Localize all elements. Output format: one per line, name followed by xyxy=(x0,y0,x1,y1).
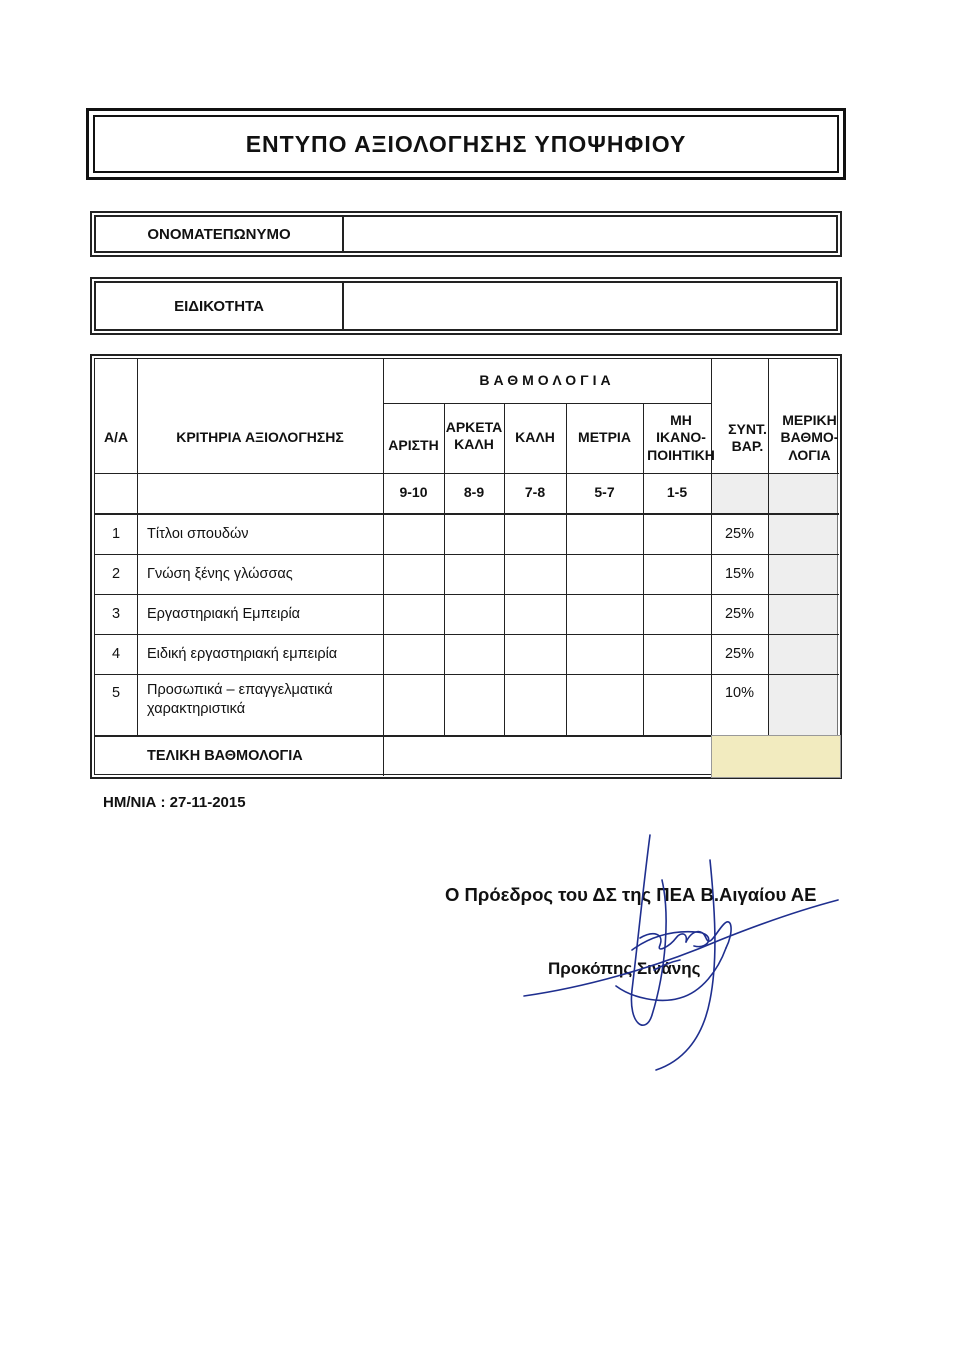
row-number: 4 xyxy=(111,646,121,662)
row-number: 2 xyxy=(111,566,121,582)
evaluation-table xyxy=(94,358,838,775)
row-number: 1 xyxy=(111,525,121,542)
criterion-label: Τίτλοι σπουδών xyxy=(147,525,249,542)
grade-range: 7-8 xyxy=(524,484,546,501)
date-label: ΗΜ/ΝΙΑ : 27-11-2015 xyxy=(103,794,246,811)
grade-insufficient-header: ΜΗ ΙΚΑΝΟ-ΠΟΙΗΤΙΚΗ xyxy=(647,411,715,463)
grade-excellent-header: ΑΡΙΣΤΗ xyxy=(388,437,439,454)
grade-fair-header: ΜΕΤΡΙΑ xyxy=(578,429,631,446)
grade-good-header: ΚΑΛΗ xyxy=(515,429,555,446)
grade-range: 8-9 xyxy=(463,484,485,501)
criterion-label: Προσωπικά – επαγγελματικά χαρακτηριστικά xyxy=(147,682,333,717)
final-grade-value[interactable] xyxy=(711,735,841,778)
criterion-label: Ειδική εργαστηριακή εμπειρία xyxy=(147,646,338,662)
col-partial-header: ΜΕΡΙΚΗ ΒΑΘΜΟ-ΛΟΓΙΑ xyxy=(780,411,839,463)
signer-name: Προκόπης Σινάνης xyxy=(548,959,701,978)
weight-value: 10% xyxy=(724,685,755,701)
row-number: 3 xyxy=(111,606,121,622)
form-title: ΕΝΤΥΠΟ ΑΞΙΟΛΟΓΗΣΗΣ ΥΠΟΨΗΦΙΟΥ xyxy=(93,115,839,173)
name-value[interactable] xyxy=(344,217,836,251)
signer-role: Ο Πρόεδρος του ΔΣ της ΠΕΑ Β.Αιγαίου ΑΕ xyxy=(445,884,817,905)
grading-title: ΒΑΘΜΟΛΟΓΙΑ xyxy=(479,372,615,389)
criterion-label: Γνώση ξένης γλώσσας xyxy=(147,566,293,582)
weight-value: 25% xyxy=(724,525,755,542)
col-weight-header: ΣΥΝΤ. ΒΑΡ. xyxy=(728,420,767,454)
final-grade-label: ΤΕΛΙΚΗ ΒΑΘΜΟΛΟΓΙΑ xyxy=(147,747,303,764)
weight-value: 15% xyxy=(724,566,755,582)
grade-very-good-header: ΑΡΚΕΤΑ ΚΑΛΗ xyxy=(445,418,503,452)
criterion-label: Εργαστηριακή Εμπειρία xyxy=(147,606,301,622)
col-criteria-header: ΚΡΙΤΗΡΙΑ ΑΞΙΟΛΟΓΗΣΗΣ xyxy=(176,429,344,446)
grade-range: 9-10 xyxy=(399,484,428,501)
specialty-value[interactable] xyxy=(344,283,836,329)
specialty-field xyxy=(94,281,838,331)
weight-value: 25% xyxy=(724,606,755,622)
name-label: ΟΝΟΜΑΤΕΠΩΝΥΜΟ xyxy=(96,217,344,251)
row-number: 5 xyxy=(111,685,121,701)
col-aa-header: Α/Α xyxy=(103,429,129,446)
name-field xyxy=(94,215,838,253)
signature-image xyxy=(520,820,850,1080)
specialty-label: ΕΙΔΙΚΟΤΗΤΑ xyxy=(96,283,344,329)
grade-range: 5-7 xyxy=(594,484,615,501)
weight-value: 25% xyxy=(724,646,755,662)
grade-range: 1-5 xyxy=(666,484,688,501)
